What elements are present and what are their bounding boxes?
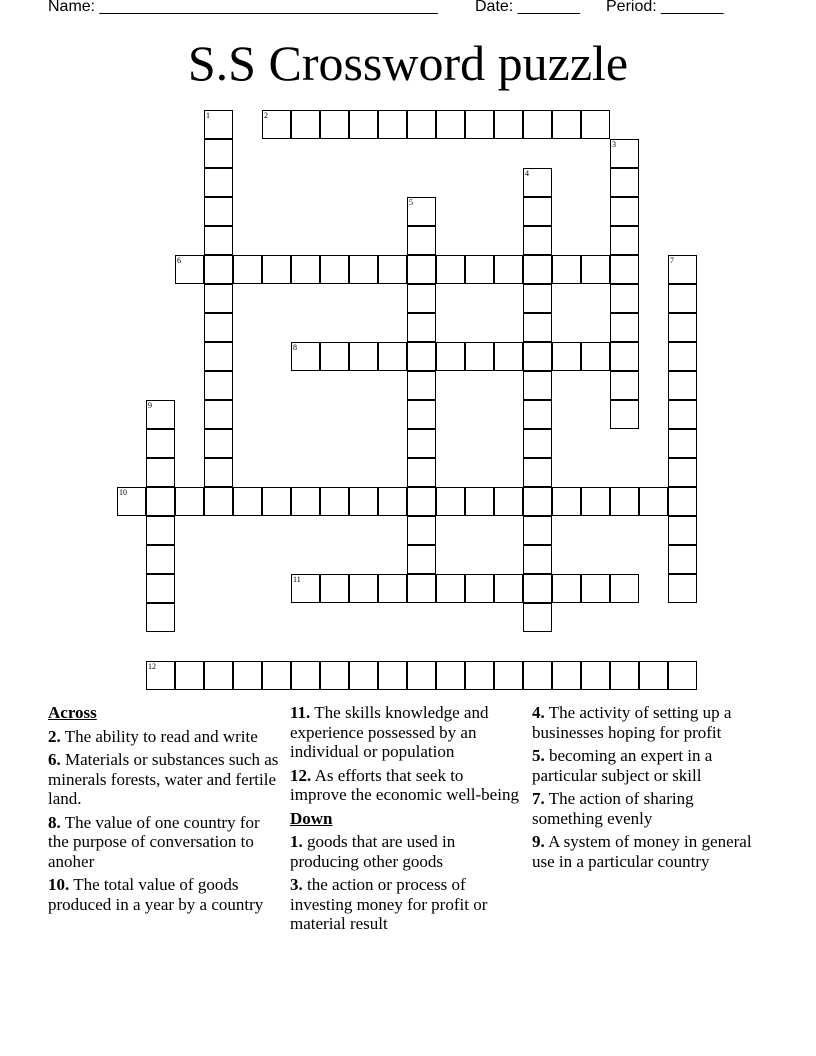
grid-cell[interactable] (407, 371, 436, 400)
grid-cell[interactable] (204, 371, 233, 400)
grid-cell[interactable] (204, 661, 233, 690)
grid-cell[interactable] (610, 574, 639, 603)
period-field[interactable]: Period: _______ (606, 0, 724, 15)
grid-cell[interactable] (523, 458, 552, 487)
grid-cell[interactable] (262, 487, 291, 516)
grid-cell[interactable] (407, 313, 436, 342)
grid-cell[interactable] (581, 342, 610, 371)
grid-cell[interactable] (610, 661, 639, 690)
grid-cell[interactable] (610, 487, 639, 516)
grid-cell[interactable] (523, 545, 552, 574)
grid-cell[interactable] (668, 545, 697, 574)
grid-cell[interactable] (349, 487, 378, 516)
cell-number: 2 (264, 111, 268, 120)
grid-cell[interactable] (378, 342, 407, 371)
grid-cell[interactable] (204, 168, 233, 197)
grid-cell[interactable] (581, 487, 610, 516)
grid-cell[interactable] (320, 255, 349, 284)
grid-cell[interactable] (407, 197, 436, 226)
grid-cell[interactable] (465, 661, 494, 690)
clue-down-3 (290, 875, 522, 934)
clue-across-12 (290, 766, 522, 805)
grid-cell[interactable] (349, 574, 378, 603)
grid-cell[interactable] (523, 516, 552, 545)
grid-cell[interactable] (523, 342, 552, 371)
grid-cell[interactable] (610, 371, 639, 400)
grid-cell[interactable] (320, 342, 349, 371)
grid-cell[interactable] (523, 487, 552, 516)
grid-cell[interactable] (668, 458, 697, 487)
grid-cell[interactable] (465, 574, 494, 603)
grid-cell[interactable] (146, 487, 175, 516)
grid-cell[interactable] (523, 110, 552, 139)
grid-cell[interactable] (668, 371, 697, 400)
grid-cell[interactable] (436, 342, 465, 371)
cell-number: 9 (148, 401, 152, 410)
clue-down-9 (532, 832, 764, 871)
grid-cell[interactable] (523, 661, 552, 690)
grid-cell[interactable] (378, 487, 407, 516)
grid-cell[interactable] (378, 574, 407, 603)
clue-number: 7. (532, 789, 545, 808)
grid-cell[interactable] (668, 342, 697, 371)
grid-cell[interactable] (407, 284, 436, 313)
grid-cell[interactable] (204, 400, 233, 429)
grid-cell[interactable] (523, 284, 552, 313)
grid-cell[interactable] (436, 574, 465, 603)
clue-text: A system of money in general use in a particular country (532, 832, 752, 871)
grid-cell[interactable] (204, 226, 233, 255)
grid-cell[interactable] (291, 110, 320, 139)
grid-cell[interactable] (378, 661, 407, 690)
grid-cell[interactable] (610, 197, 639, 226)
clue-down-5 (532, 746, 764, 785)
clue-down-4 (532, 703, 764, 742)
grid-cell[interactable] (349, 342, 378, 371)
clue-number: 10. (48, 875, 70, 894)
grid-cell[interactable] (407, 342, 436, 371)
clue-down-1 (290, 832, 522, 871)
grid-cell[interactable] (291, 487, 320, 516)
grid-cell[interactable] (668, 516, 697, 545)
grid-cell[interactable] (581, 110, 610, 139)
grid-cell[interactable] (407, 574, 436, 603)
grid-cell[interactable] (146, 661, 175, 690)
grid-cell[interactable] (320, 574, 349, 603)
grid-cell[interactable] (552, 487, 581, 516)
grid-cell[interactable] (610, 342, 639, 371)
grid-cell[interactable] (204, 139, 233, 168)
name-field[interactable]: Name: ______________________________________ (48, 0, 438, 15)
grid-cell[interactable] (378, 255, 407, 284)
grid-cell[interactable] (407, 110, 436, 139)
grid-cell[interactable] (523, 574, 552, 603)
grid-cell[interactable] (262, 255, 291, 284)
grid-cell[interactable] (610, 313, 639, 342)
grid-cell[interactable] (610, 226, 639, 255)
clue-across-11 (290, 703, 522, 762)
grid-cell[interactable] (552, 342, 581, 371)
grid-cell[interactable] (175, 255, 204, 284)
grid-cell[interactable] (668, 429, 697, 458)
grid-cell[interactable] (146, 545, 175, 574)
grid-cell[interactable] (407, 429, 436, 458)
grid-cell[interactable] (378, 110, 407, 139)
grid-cell[interactable] (668, 284, 697, 313)
grid-cell[interactable] (407, 516, 436, 545)
date-field[interactable]: Date: _______ (475, 0, 580, 15)
grid-cell[interactable] (494, 487, 523, 516)
grid-cell[interactable] (610, 284, 639, 313)
grid-cell[interactable] (552, 255, 581, 284)
grid-cell[interactable] (349, 110, 378, 139)
clue-across-8 (48, 813, 280, 872)
grid-cell[interactable] (668, 487, 697, 516)
grid-cell[interactable] (610, 400, 639, 429)
grid-cell[interactable] (552, 574, 581, 603)
grid-cell[interactable] (494, 342, 523, 371)
cell-number: 7 (670, 256, 674, 265)
grid-cell[interactable] (146, 429, 175, 458)
clue-number: 12. (290, 765, 312, 785)
clue-column-3 (532, 703, 764, 875)
clue-number: 9. (532, 832, 545, 851)
clue-text: As efforts that seek to improve the economic well-being (290, 765, 519, 804)
grid-cell[interactable] (465, 110, 494, 139)
grid-cell[interactable] (204, 284, 233, 313)
clue-number: 5. (532, 746, 545, 765)
grid-cell[interactable] (291, 661, 320, 690)
grid-cell[interactable] (523, 197, 552, 226)
clue-number: 1. (290, 832, 303, 851)
cell-number: 4 (525, 169, 529, 178)
grid-cell[interactable] (233, 661, 262, 690)
down-heading: Down (290, 808, 333, 828)
grid-cell[interactable] (204, 487, 233, 516)
grid-cell[interactable] (436, 110, 465, 139)
grid-cell[interactable] (233, 255, 262, 284)
grid-cell[interactable] (291, 574, 320, 603)
clue-text: The value of one country for the purpose of conversation to anoher (48, 812, 260, 871)
clue-number: 2. (48, 726, 61, 746)
grid-cell[interactable] (204, 458, 233, 487)
grid-cell[interactable] (436, 487, 465, 516)
grid-cell[interactable] (668, 255, 697, 284)
grid-cell[interactable] (262, 661, 291, 690)
clue-across-2 (48, 727, 280, 747)
clue-number: 8. (48, 812, 61, 832)
grid-cell[interactable] (639, 487, 668, 516)
clue-text: The total value of goods produced in a year by a country (48, 875, 264, 914)
grid-cell[interactable] (233, 487, 262, 516)
grid-cell[interactable] (175, 661, 204, 690)
grid-cell[interactable] (436, 255, 465, 284)
grid-cell[interactable] (494, 661, 523, 690)
grid-cell[interactable] (436, 661, 465, 690)
clue-number: 11. (290, 703, 311, 722)
clue-number: 6. (48, 750, 61, 769)
grid-cell[interactable] (494, 110, 523, 139)
grid-cell[interactable] (407, 255, 436, 284)
grid-cell[interactable] (610, 139, 639, 168)
grid-cell[interactable] (581, 661, 610, 690)
grid-cell[interactable] (552, 661, 581, 690)
grid-cell[interactable] (523, 313, 552, 342)
grid-cell[interactable] (117, 487, 146, 516)
grid-cell[interactable] (668, 574, 697, 603)
across-heading: Across (48, 703, 97, 722)
grid-cell[interactable] (146, 516, 175, 545)
grid-cell[interactable] (465, 255, 494, 284)
grid-cell[interactable] (262, 110, 291, 139)
clue-text: goods that are used in producing other goods (290, 832, 456, 871)
grid-cell[interactable] (407, 487, 436, 516)
grid-cell[interactable] (204, 197, 233, 226)
grid-cell[interactable] (465, 342, 494, 371)
grid-cell[interactable] (523, 371, 552, 400)
cell-number: 6 (177, 256, 181, 265)
cell-number: 3 (612, 140, 616, 149)
grid-cell[interactable] (349, 661, 378, 690)
puzzle-title: S.S Crossword puzzle (187, 35, 629, 91)
clue-number: 4. (532, 703, 545, 722)
clue-across-10 (48, 875, 280, 914)
clue-text: The ability to read and write (64, 726, 258, 746)
cell-number: 11 (293, 575, 301, 584)
grid-cell[interactable] (465, 487, 494, 516)
cell-number: 12 (148, 662, 156, 671)
grid-cell[interactable] (291, 255, 320, 284)
grid-cell[interactable] (552, 110, 581, 139)
grid-cell[interactable] (146, 458, 175, 487)
grid-cell[interactable] (407, 458, 436, 487)
clue-text: becoming an expert in a particular subject or skill (532, 746, 713, 785)
clue-text: The skills knowledge and experience possessed by an individual or population (290, 703, 489, 761)
grid-cell[interactable] (581, 574, 610, 603)
grid-cell[interactable] (320, 487, 349, 516)
clue-text: The action of sharing something evenly (532, 789, 694, 828)
cell-number: 1 (206, 111, 210, 120)
clue-down-7 (532, 789, 764, 828)
student-info-header (48, 0, 768, 20)
grid-cell[interactable] (204, 255, 233, 284)
grid-cell[interactable] (320, 110, 349, 139)
clue-text: Materials or substances such as minerals forests, water and fertile land. (48, 750, 279, 808)
clue-text: The activity of setting up a businesses hoping for profit (532, 703, 732, 742)
grid-cell[interactable] (407, 545, 436, 574)
clue-across-6 (48, 750, 280, 809)
grid-cell[interactable] (494, 255, 523, 284)
grid-cell[interactable] (204, 429, 233, 458)
grid-cell[interactable] (668, 313, 697, 342)
clue-number: 3. (290, 875, 303, 894)
grid-cell[interactable] (523, 255, 552, 284)
cell-number: 8 (293, 343, 297, 352)
grid-cell[interactable] (523, 168, 552, 197)
grid-cell[interactable] (494, 574, 523, 603)
grid-cell[interactable] (668, 400, 697, 429)
grid-cell[interactable] (610, 168, 639, 197)
clue-column-2 (290, 703, 522, 938)
grid-cell[interactable] (320, 661, 349, 690)
grid-cell[interactable] (175, 487, 204, 516)
grid-cell[interactable] (523, 603, 552, 632)
grid-cell[interactable] (523, 226, 552, 255)
grid-cell[interactable] (639, 661, 668, 690)
cell-number: 10 (119, 488, 127, 497)
grid-cell[interactable] (523, 400, 552, 429)
grid-cell[interactable] (204, 342, 233, 371)
clue-text: the action or process of investing money for profit or material result (290, 875, 488, 933)
grid-cell[interactable] (146, 603, 175, 632)
grid-cell[interactable] (407, 226, 436, 255)
grid-cell[interactable] (407, 400, 436, 429)
grid-cell[interactable] (291, 342, 320, 371)
cell-number: 5 (409, 198, 413, 207)
grid-cell[interactable] (146, 400, 175, 429)
grid-cell[interactable] (146, 574, 175, 603)
grid-cell[interactable] (668, 661, 697, 690)
grid-cell[interactable] (407, 661, 436, 690)
clue-column-1 (48, 703, 280, 918)
grid-cell[interactable] (610, 255, 639, 284)
grid-cell[interactable] (581, 255, 610, 284)
grid-cell[interactable] (204, 110, 233, 139)
grid-cell[interactable] (204, 313, 233, 342)
grid-cell[interactable] (523, 429, 552, 458)
grid-cell[interactable] (349, 255, 378, 284)
